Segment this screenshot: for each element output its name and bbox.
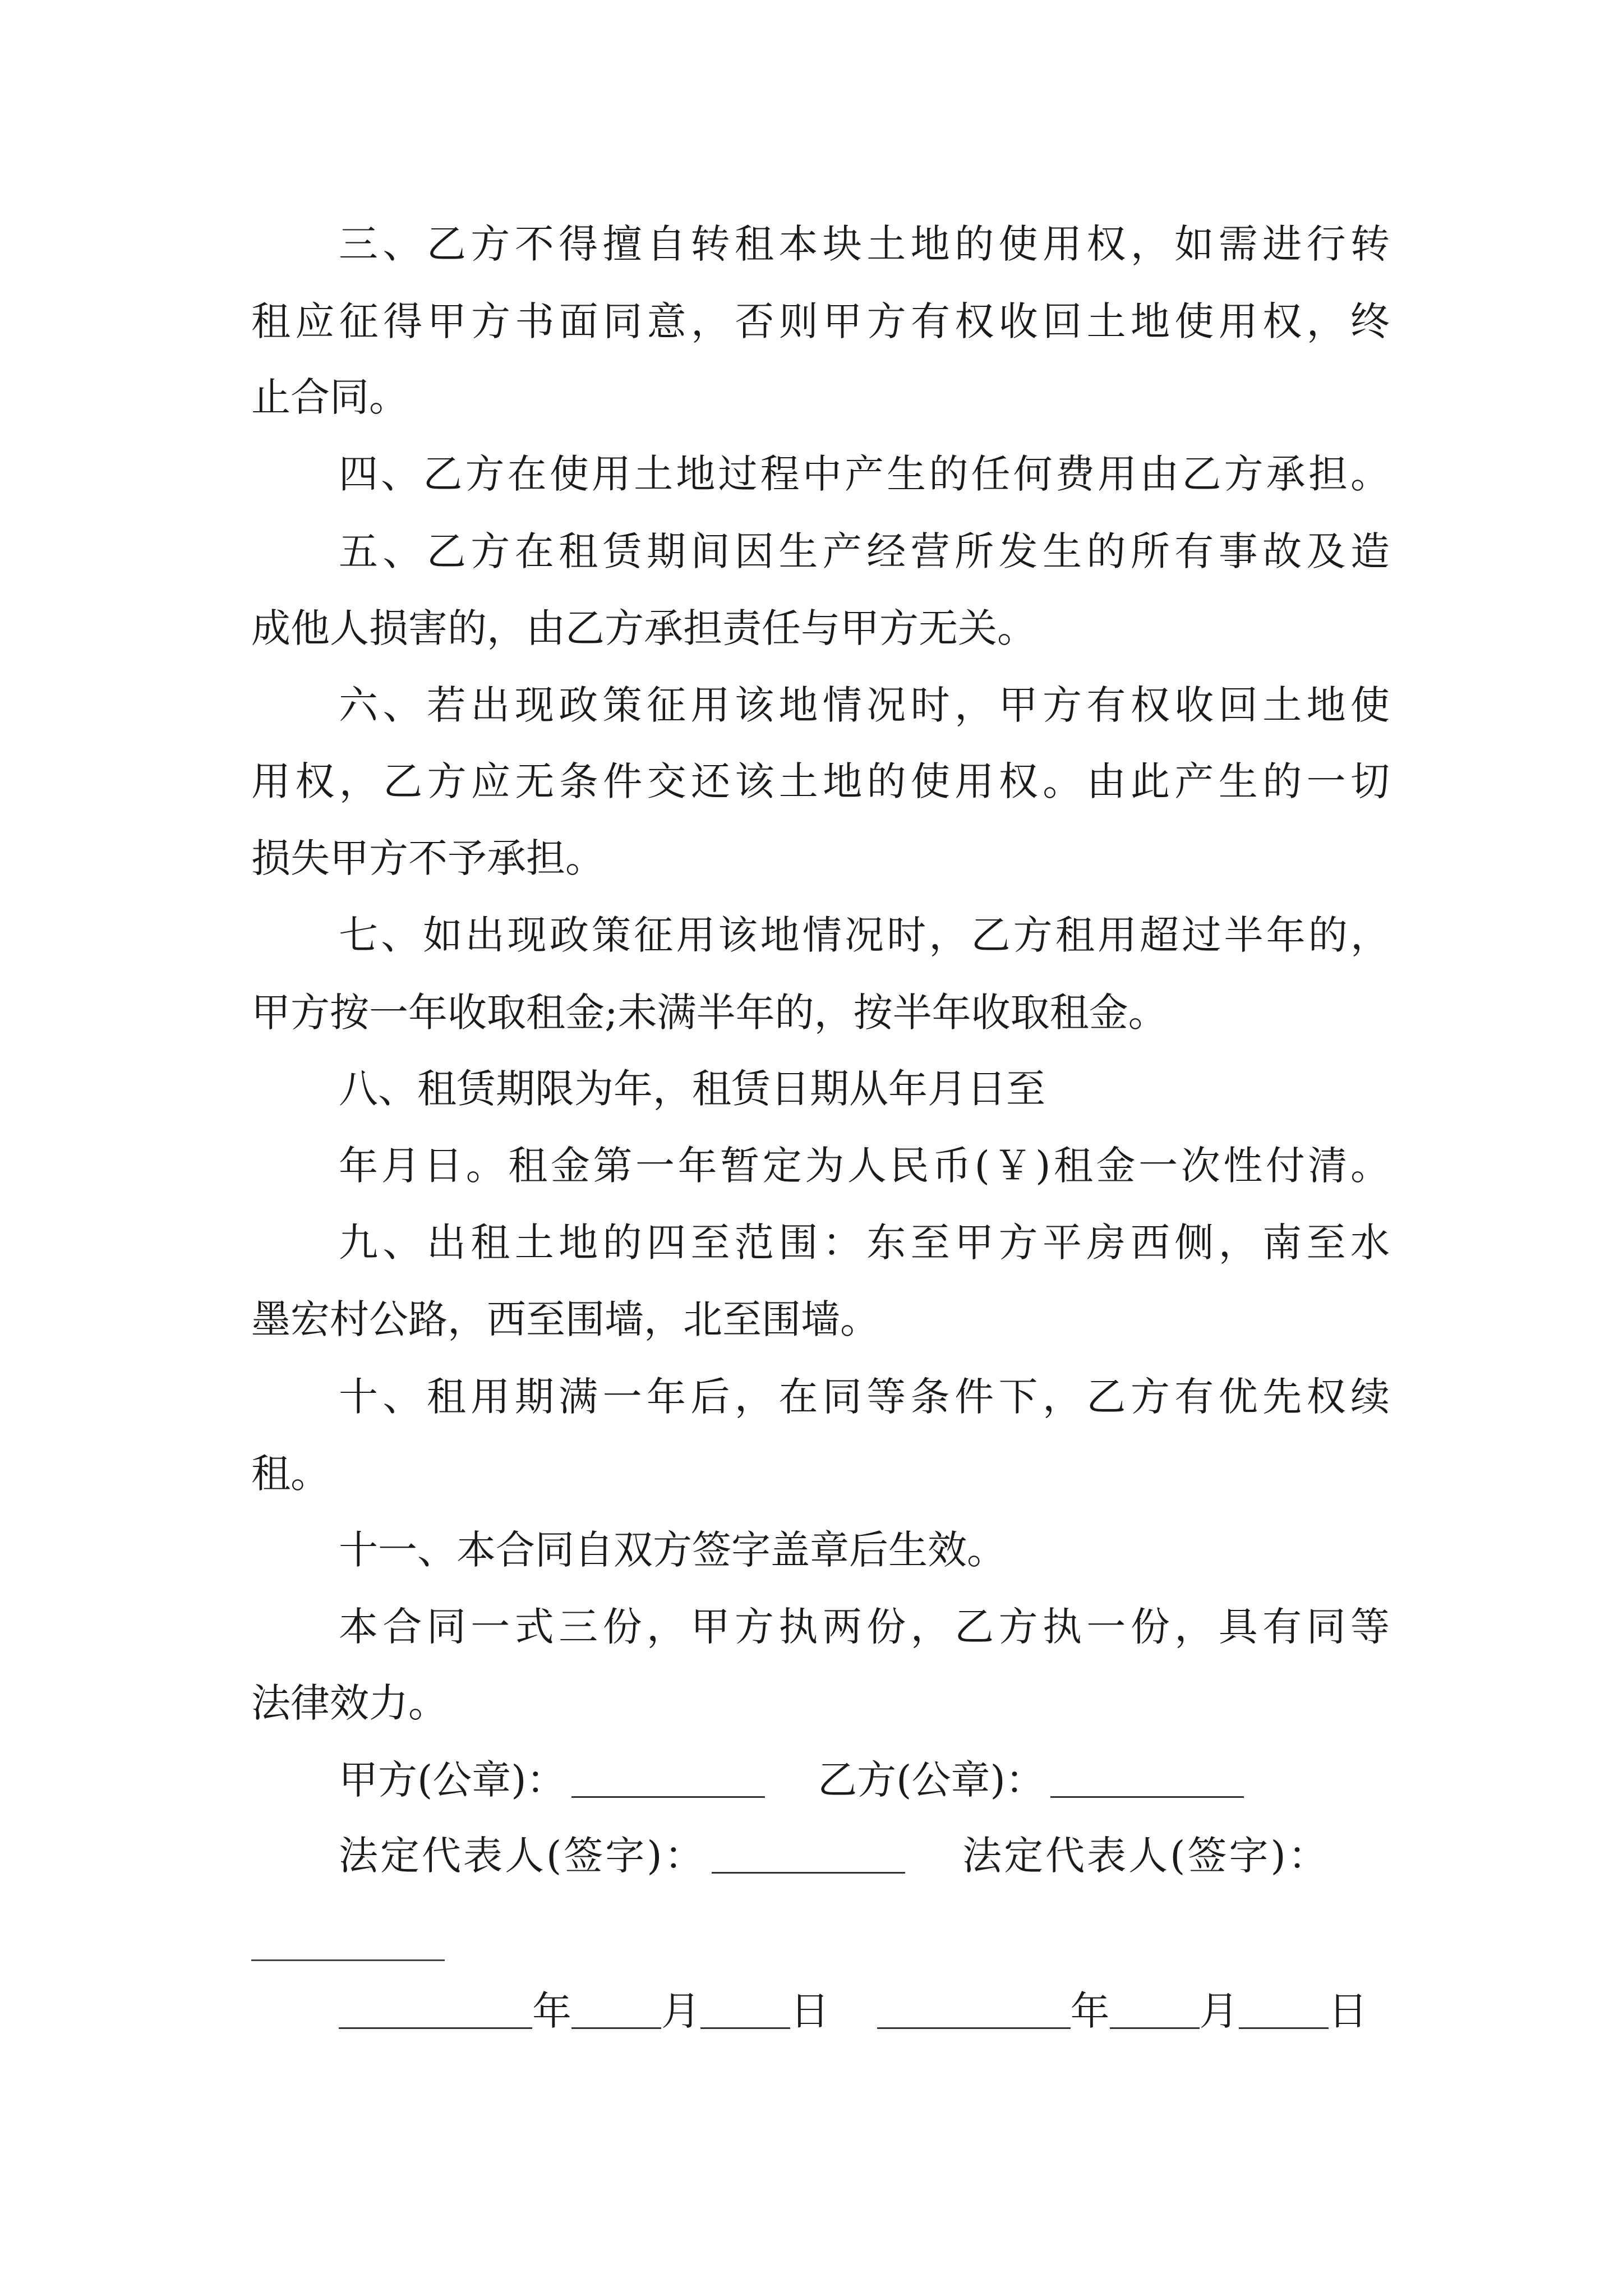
party-a-day-label: 日 [790,1988,829,2034]
party-a-year-blank [339,1988,532,2029]
clause-7-line-1: 七、如出现政策征用该地情况时，乙方租用超过半年的， [339,912,1390,958]
party-b-day-blank [1239,1988,1329,2029]
clause-6-line-3: 损失甲方不予承担。 [251,835,605,881]
clause-4-line-1: 四、乙方在使用土地过程中产生的任何费用由乙方承担。 [339,451,1390,497]
party-b-seal-blank [1050,1757,1244,1798]
party-a-seal-blank [571,1757,765,1798]
clause-3-line-1: 三、乙方不得擅自转租本块土地的使用权，如需进行转 [339,221,1390,267]
party-a-rep-label: 法定代表人(签字)： [339,1833,706,1879]
party-a-day-blank [700,1988,790,2029]
party-a-month-blank [571,1988,661,2029]
clause-6-line-2: 用权，乙方应无条件交还该土地的使用权。由此产生的一切 [251,758,1390,804]
party-b-year-blank [877,1988,1071,2029]
copies-line-2: 法律效力。 [251,1680,448,1726]
clause-9-line-2: 墨宏村公路，西至围墙，北至围墙。 [251,1296,879,1342]
party-b-seal-label: 乙方(公章)： [818,1757,1045,1803]
party-a-rep-blank [712,1833,905,1874]
clause-3-line-3: 止合同。 [251,374,408,420]
party-b-day-label: 日 [1328,1988,1368,2034]
party-a-year-label: 年 [532,1988,571,2034]
representative-row [339,1828,1330,1884]
copies-line-1: 本合同一式三份，甲方执两份，乙方执一份，具有同等 [339,1604,1390,1650]
party-b-rep-blank [251,1959,445,1961]
party-b-month-label: 月 [1199,1988,1239,2034]
party-a-month-label: 月 [661,1988,700,2034]
clause-7-line-2: 甲方按一年收取租金;未满半年的，按半年收取租金。 [251,990,1168,1036]
party-b-month-blank [1110,1988,1200,2029]
party-b-year-label: 年 [1070,1988,1110,2034]
party-b-rep-label: 法定代表人(签字)： [962,1833,1330,1879]
clause-3-line-2: 租应征得甲方书面同意，否则甲方有权收回土地使用权，终 [251,298,1390,344]
clause-11-line-1: 十一、本合同自双方签字盖章后生效。 [339,1527,1006,1573]
party-a-seal-label: 甲方(公章)： [339,1757,566,1803]
clause-5-line-2: 成他人损害的，由乙方承担责任与甲方无关。 [251,605,1036,651]
clause-5-line-1: 五、乙方在租赁期间因生产经营所发生的所有事故及造 [339,528,1390,574]
clause-8-line-1: 八、租赁期限为年，租赁日期从年月日至 [339,1066,1045,1112]
seal-row [339,1752,1244,1808]
clause-10-line-1: 十、租用期满一年后，在同等条件下，乙方有优先权续 [339,1374,1390,1420]
clause-10-line-2: 租。 [251,1451,330,1497]
date-row [339,1983,1368,2039]
clause-9-line-1: 九、出租土地的四至范围：东至甲方平房西侧，南至水 [339,1220,1390,1266]
clause-6-line-1: 六、若出现政策征用该地情况时，甲方有权收回土地使 [339,682,1390,728]
clause-8-line-2: 年月日。租金第一年暂定为人民币(￥)租金一次性付清。 [339,1143,1390,1189]
